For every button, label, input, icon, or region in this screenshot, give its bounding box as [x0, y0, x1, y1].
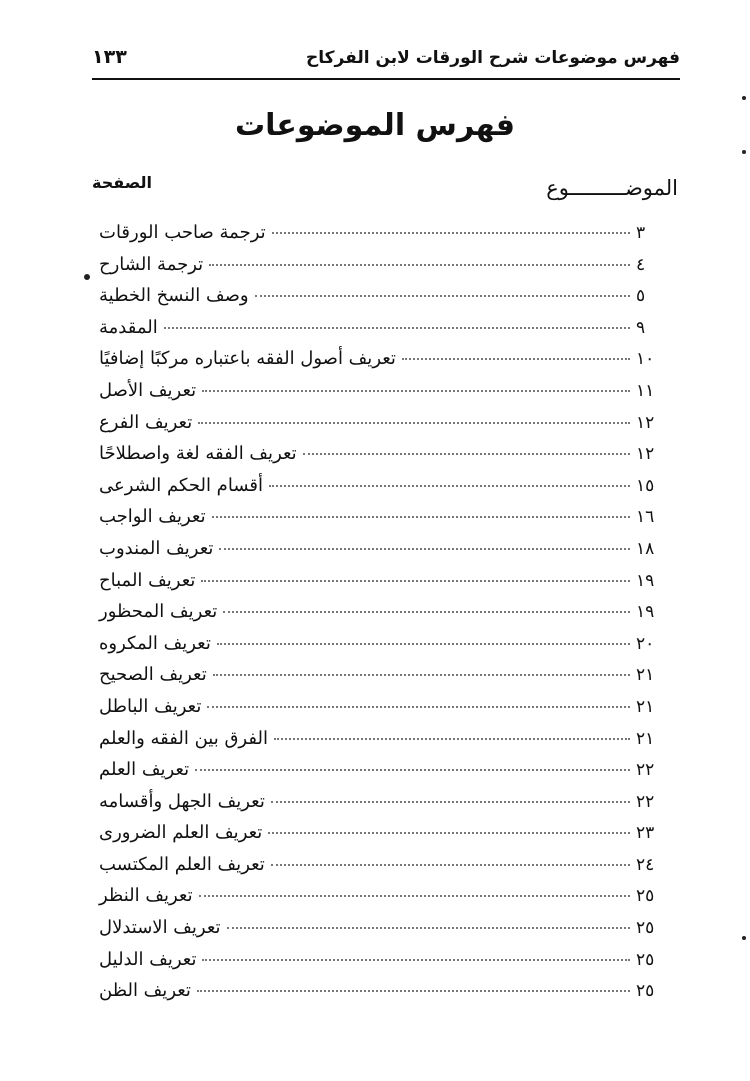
toc-page-number: ٢٢ [636, 760, 655, 781]
toc-topic: تعريف الدليل [99, 948, 197, 970]
toc-page-number: ٢٥ [636, 981, 655, 1002]
toc-row [95, 412, 678, 444]
toc-topic: ترجمة صاحب الورقات [99, 222, 266, 243]
toc-row [95, 664, 678, 696]
toc-page-number: ٢٥ [636, 886, 655, 907]
dot-leader [201, 580, 630, 582]
toc-row [95, 601, 678, 633]
toc-topic: تعريف الأصل [99, 379, 197, 401]
toc-page-number: ٣ [636, 223, 646, 243]
dot-leader [223, 611, 630, 613]
toc-topic: تعريف الظن [99, 980, 191, 1002]
dot-leader [269, 485, 630, 487]
toc-list [95, 222, 678, 1012]
toc-topic: تعريف المباح [99, 569, 196, 591]
toc-row [95, 506, 678, 538]
toc-page-number: ٢٤ [636, 854, 655, 875]
toc-row [95, 885, 678, 917]
toc-row [95, 854, 678, 886]
dot-leader [268, 832, 630, 834]
toc-row [95, 570, 678, 602]
toc-topic: تعريف الباطل [99, 695, 202, 717]
toc-topic: تعريف العلم [99, 759, 190, 781]
toc-topic: تعريف الجهل وأقسامه [99, 790, 265, 812]
toc-page-number: ١٩ [636, 570, 655, 591]
dot-leader [274, 738, 630, 740]
toc-topic: تعريف العلم الضرورى [99, 822, 263, 844]
toc-topic: تعريف المحظور [99, 601, 218, 623]
dot-leader [202, 390, 630, 392]
dot-leader [164, 327, 630, 329]
dot-leader [271, 864, 630, 866]
running-title: فهرس موضوعات شرح الورقات لابن الفركاح [305, 48, 680, 68]
dot-leader [198, 422, 630, 424]
dot-leader [209, 264, 630, 266]
toc-page-number: ٢٠ [636, 633, 655, 654]
toc-page-number: ١١ [636, 380, 655, 401]
column-heading-topic: الموضـــــــــوع [546, 176, 678, 200]
toc-page-number: ٢٢ [636, 791, 655, 812]
dot-leader [303, 453, 630, 455]
toc-topic: تعريف المكروه [99, 632, 211, 654]
toc-topic: ترجمة الشارح [99, 253, 204, 275]
header-rule [92, 78, 680, 80]
toc-row [95, 791, 678, 823]
toc-row [95, 538, 678, 570]
toc-page-number: ١٠ [636, 349, 655, 370]
dot-leader [202, 959, 630, 961]
toc-row [95, 317, 678, 349]
toc-topic: الفرق بين الفقه والعلم [99, 727, 268, 749]
toc-page-number: ٤ [636, 254, 646, 275]
toc-page-number: ٢٥ [636, 949, 655, 970]
toc-page-number: ٩ [636, 317, 646, 338]
toc-topic: تعريف الواجب [99, 506, 206, 528]
toc-row [95, 980, 678, 1012]
toc-page-number: ١٢ [636, 444, 655, 465]
dot-leader [219, 548, 630, 550]
toc-row [95, 475, 678, 507]
dot-leader [195, 769, 630, 771]
toc-topic: المقدمة [99, 316, 158, 338]
dot-leader [213, 674, 630, 676]
toc-page-number: ٢١ [636, 665, 655, 686]
toc-row [95, 285, 678, 317]
toc-row [95, 254, 678, 286]
toc-page-number: ٥ [636, 286, 646, 307]
toc-row [95, 696, 678, 728]
dot-leader [271, 801, 630, 803]
toc-page-number: ١٦ [636, 507, 655, 528]
dot-leader [255, 295, 630, 297]
dot-leader [402, 358, 630, 360]
dot-leader [227, 927, 630, 929]
toc-topic: تعريف النظر [99, 885, 193, 907]
toc-page-number: ١٩ [636, 602, 655, 623]
toc-page-number: ٢٥ [636, 918, 655, 939]
running-header [92, 48, 680, 78]
toc-topic: أقسام الحكم الشرعى [99, 474, 263, 496]
toc-row [95, 443, 678, 475]
toc-topic: تعريف الصحيح [99, 664, 207, 686]
column-heading-page: الصفحة [92, 173, 153, 192]
toc-topic: وصف النسخ الخطية [99, 285, 249, 307]
toc-row [95, 759, 678, 791]
index-title: فهرس الموضوعات [234, 108, 516, 143]
toc-row [95, 822, 678, 854]
dot-leader [272, 232, 630, 234]
toc-row [95, 728, 678, 760]
margin-dot-mark [742, 150, 746, 154]
toc-row [95, 949, 678, 981]
margin-dot-mark [84, 274, 90, 280]
toc-topic: تعريف أصول الفقه باعتباره مركبًا إضافيًا [99, 348, 396, 370]
dot-leader [207, 706, 630, 708]
toc-page-number: ١٨ [636, 538, 655, 559]
toc-topic: تعريف الفرع [99, 411, 193, 433]
toc-row [95, 222, 678, 254]
toc-page-number: ١٥ [636, 475, 655, 496]
dot-leader [197, 990, 630, 992]
dot-leader [212, 516, 630, 518]
toc-page-number: ١٢ [636, 412, 655, 433]
page-number: ١٣٣ [92, 46, 127, 68]
margin-dot-mark [742, 96, 746, 100]
toc-row [95, 380, 678, 412]
toc-row [95, 917, 678, 949]
toc-row [95, 633, 678, 665]
margin-dot-mark [742, 936, 746, 940]
dot-leader [217, 643, 630, 645]
toc-page-number: ٢١ [636, 696, 655, 717]
toc-topic: تعريف المندوب [99, 537, 214, 559]
toc-page-number: ٢١ [636, 728, 655, 749]
toc-topic: تعريف الاستدلال [99, 917, 221, 939]
toc-topic: تعريف العلم المكتسب [99, 853, 265, 875]
toc-row [95, 348, 678, 380]
dot-leader [199, 895, 630, 897]
toc-topic: تعريف الفقه لغة واصطلاحًا [99, 443, 297, 465]
toc-page-number: ٢٣ [636, 823, 655, 844]
